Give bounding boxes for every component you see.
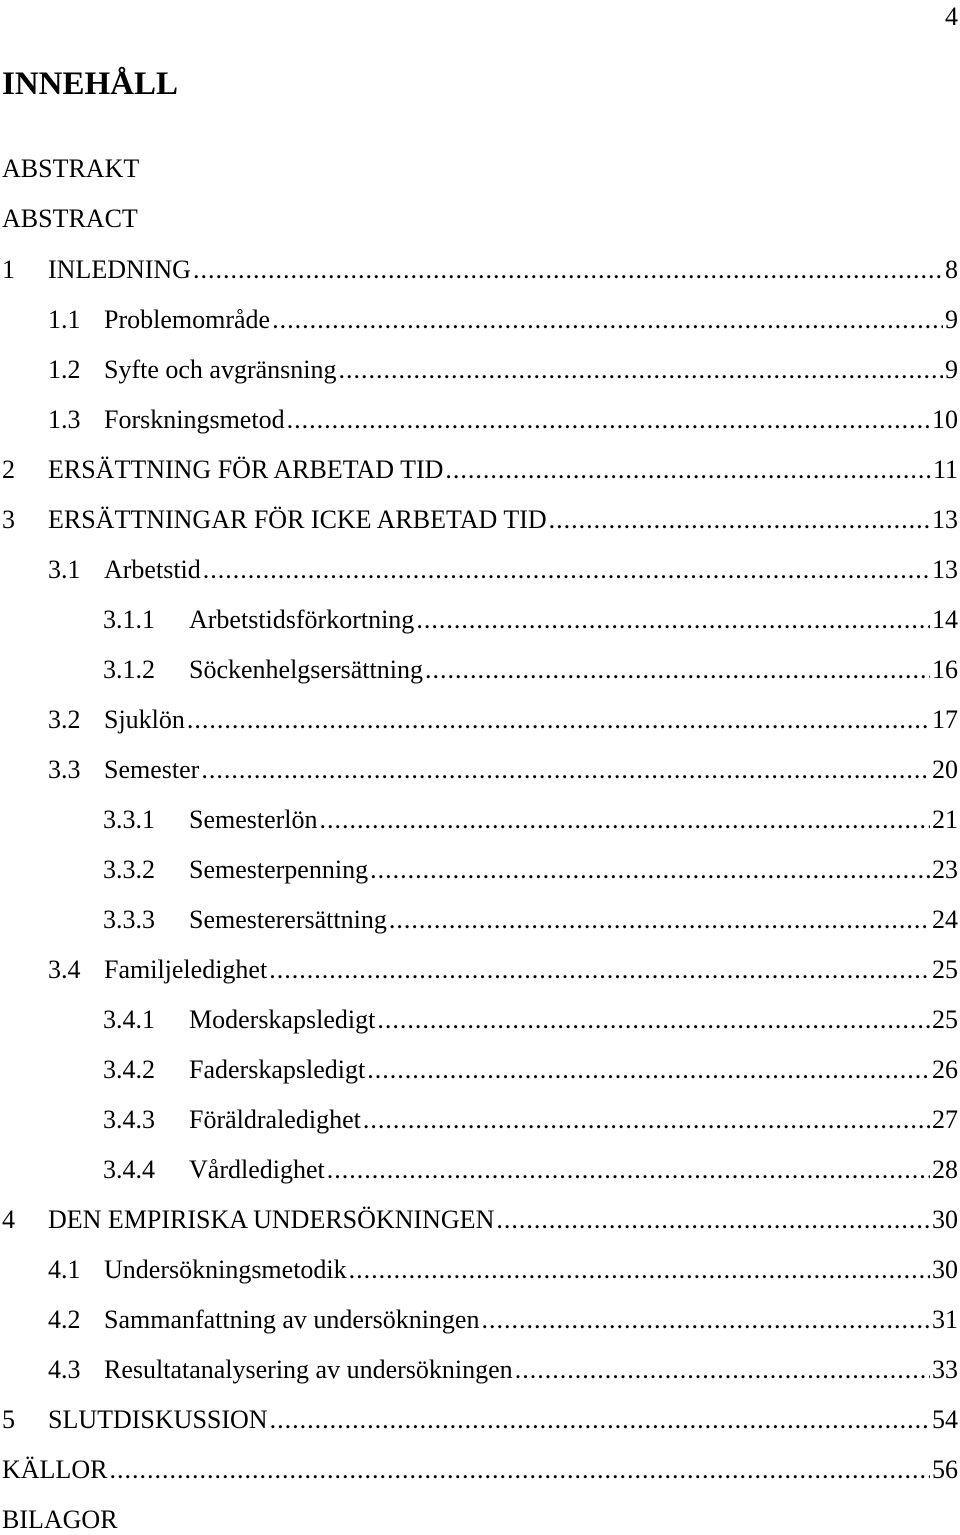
toc-dot-leader: [367, 1055, 930, 1085]
toc-dot-leader: [425, 655, 930, 685]
toc-dot-leader: [363, 1105, 930, 1135]
toc-entry-number: 3.3.3: [103, 905, 155, 934]
toc-dot-leader: [109, 1455, 930, 1485]
toc-entry-page: 33: [932, 1355, 958, 1384]
toc-entry-number: 3.2: [48, 705, 81, 734]
toc-entry-page: 23: [932, 855, 958, 884]
toc-entry-label: Undersökningsmetodik: [104, 1255, 347, 1284]
toc-dot-leader: [203, 555, 930, 585]
toc-dot-leader: [496, 1205, 930, 1235]
toc-entry-page: 25: [932, 955, 958, 984]
toc-entry[interactable]: [2, 1455, 958, 1485]
toc-entry[interactable]: [103, 805, 958, 835]
toc-dot-leader: [287, 405, 930, 435]
toc-dot-leader: [416, 605, 930, 635]
toc-entry-label: Arbetstidsförkortning: [189, 605, 415, 634]
toc-entry-page: 10: [932, 405, 958, 434]
toc-entry-page: 30: [932, 1205, 958, 1234]
toc-entry-label: Faderskapsledigt: [189, 1055, 366, 1084]
toc-entry-label: Föräldraledighet: [189, 1105, 361, 1134]
toc-entry-label: Forskningsmetod: [104, 405, 285, 434]
toc-entry-page: 14: [932, 605, 958, 634]
toc-entry-label: Syfte och avgränsning: [104, 355, 337, 384]
toc-entry-page: 28: [932, 1155, 958, 1184]
toc-entry-number: 3.1.2: [103, 655, 155, 684]
toc-dot-leader: [269, 955, 930, 985]
toc-dot-leader: [327, 1155, 930, 1185]
toc-entry-number: 3.1: [48, 555, 81, 584]
toc-dot-leader: [272, 305, 943, 335]
toc-entry-page: 21: [932, 805, 958, 834]
toc-entry-label: Sjuklön: [104, 705, 185, 734]
toc-entry[interactable]: [2, 255, 958, 285]
toc-entry[interactable]: [48, 1305, 958, 1335]
toc-entry-number: 3.4.3: [103, 1105, 155, 1134]
toc-entry-number: 3.3: [48, 755, 81, 784]
toc-dot-leader: [270, 1405, 930, 1435]
toc-entry-number: 4: [2, 1205, 15, 1234]
toc-entry-label: Semesterlön: [189, 805, 318, 834]
toc-entry-number: 1.2: [48, 355, 81, 384]
toc-entry[interactable]: [2, 1405, 958, 1435]
toc-entry-number: 4.2: [48, 1305, 81, 1334]
toc-entry-number: 4.3: [48, 1355, 81, 1384]
toc-entry-page: 26: [932, 1055, 958, 1084]
toc-entry[interactable]: [2, 505, 958, 535]
toc-entry-label: DEN EMPIRISKA UNDERSÖKNINGEN: [48, 1205, 495, 1234]
toc-entry-label: SLUTDISKUSSION: [48, 1405, 268, 1434]
toc-entry-label: Semesterpenning: [189, 855, 369, 884]
toc-entry-label: Familjeledighet: [104, 955, 268, 984]
toc-dot-leader: [349, 1255, 930, 1285]
toc-entry-number: 1.1: [48, 305, 81, 334]
toc-dot-leader: [481, 1305, 930, 1335]
toc-entry-page: 11: [932, 455, 958, 484]
toc-entry-page: 16: [932, 655, 958, 684]
toc-entry-page: 9: [945, 355, 958, 384]
toc-entry[interactable]: [48, 355, 958, 385]
toc-entry[interactable]: [2, 1205, 958, 1235]
toc-entry[interactable]: [48, 1255, 958, 1285]
toc-entry-number: 2: [2, 455, 15, 484]
toc-entry[interactable]: [48, 405, 958, 435]
toc-entry-page: 9: [945, 305, 958, 334]
toc-entry-label: Semesterersättning: [189, 905, 387, 934]
toc-entry[interactable]: [103, 655, 958, 685]
toc-entry-number: 5: [2, 1405, 15, 1434]
toc-entry[interactable]: [103, 1155, 958, 1185]
toc-entry-page: 31: [932, 1305, 958, 1334]
toc-entry[interactable]: [103, 905, 958, 935]
toc-entry[interactable]: [48, 305, 958, 335]
toc-entry[interactable]: [103, 1105, 958, 1135]
toc-entry[interactable]: [103, 855, 958, 885]
toc-entry-label: Arbetstid: [104, 555, 201, 584]
toc-entry-number: 3.4: [48, 955, 81, 984]
toc-entry[interactable]: [103, 1005, 958, 1035]
toc-entry-number: 3.4.4: [103, 1155, 155, 1184]
toc-entry[interactable]: [48, 755, 958, 785]
toc-dot-leader: [320, 805, 930, 835]
toc-dot-leader: [187, 705, 930, 735]
toc-entry-page: 17: [932, 705, 958, 734]
toc-dot-leader: [389, 905, 930, 935]
page-number: 4: [945, 2, 958, 31]
toc-dot-leader: [339, 355, 943, 385]
toc-entry-page: 30: [932, 1255, 958, 1284]
toc-entry-page: 24: [932, 905, 958, 934]
toc-entry-page: 8: [945, 255, 958, 284]
toc-entry-number: 3.3.1: [103, 805, 155, 834]
toc-entry-number: 3: [2, 505, 15, 534]
toc-entry-label: Vårdledighet: [189, 1155, 325, 1184]
toc-entry-label: Moderskapsledigt: [189, 1005, 376, 1034]
toc-entry-label: ERSÄTTNING FÖR ARBETAD TID: [48, 455, 444, 484]
toc-entry-page: 20: [932, 755, 958, 784]
toc-entry-number: 1.3: [48, 405, 81, 434]
toc-entry-page: 13: [932, 505, 958, 534]
toc-dot-leader: [445, 455, 931, 485]
toc-entry[interactable]: [48, 955, 958, 985]
toc-entry-number: 3.3.2: [103, 855, 155, 884]
toc-entry-label: INLEDNING: [48, 255, 191, 284]
toc-entry-label: ERSÄTTNINGAR FÖR ICKE ARBETAD TID: [48, 505, 547, 534]
toc-dot-leader: [370, 855, 930, 885]
toc-dot-leader: [549, 505, 930, 535]
toc-entry[interactable]: [48, 1355, 958, 1385]
toc-entry-label: Semester: [104, 755, 200, 784]
toc-entry-number: 3.4.2: [103, 1055, 155, 1084]
toc-entry[interactable]: [103, 1055, 958, 1085]
toc-entry-label: Sammanfattning av undersökningen: [104, 1305, 480, 1334]
toc-dot-leader: [201, 755, 930, 785]
toc-entry-label: Problemområde: [104, 305, 271, 334]
toc-entry-page: 56: [932, 1455, 958, 1484]
toc-dot-leader: [193, 255, 943, 285]
toc-entry-page: 54: [932, 1405, 958, 1434]
toc-entry-label: Söckenhelgsersättning: [189, 655, 423, 684]
toc-entry[interactable]: [48, 555, 958, 585]
toc-entry-number: 1: [2, 255, 15, 284]
page-title: INNEHÅLL: [2, 66, 179, 102]
toc-dot-leader: [515, 1355, 930, 1385]
toc-entry-label: KÄLLOR: [2, 1455, 108, 1484]
toc-entry-number: 3.1.1: [103, 605, 155, 634]
toc-entry[interactable]: [48, 705, 958, 735]
toc-entry[interactable]: [103, 605, 958, 635]
toc-dot-leader: [377, 1005, 930, 1035]
toc-entry-page: 27: [932, 1105, 958, 1134]
toc-front-abstract: ABSTRACT: [2, 204, 138, 233]
toc-front-abstrakt: ABSTRAKT: [2, 154, 140, 183]
toc-entry-number: 4.1: [48, 1255, 81, 1284]
toc-entry-label: Resultatanalysering av undersökningen: [104, 1355, 513, 1384]
toc-entry-page: 13: [932, 555, 958, 584]
toc-entry-number: 3.4.1: [103, 1005, 155, 1034]
toc-back-bilagor: BILAGOR: [2, 1505, 118, 1534]
toc-entry[interactable]: [2, 455, 958, 485]
toc-entry-page: 25: [932, 1005, 958, 1034]
